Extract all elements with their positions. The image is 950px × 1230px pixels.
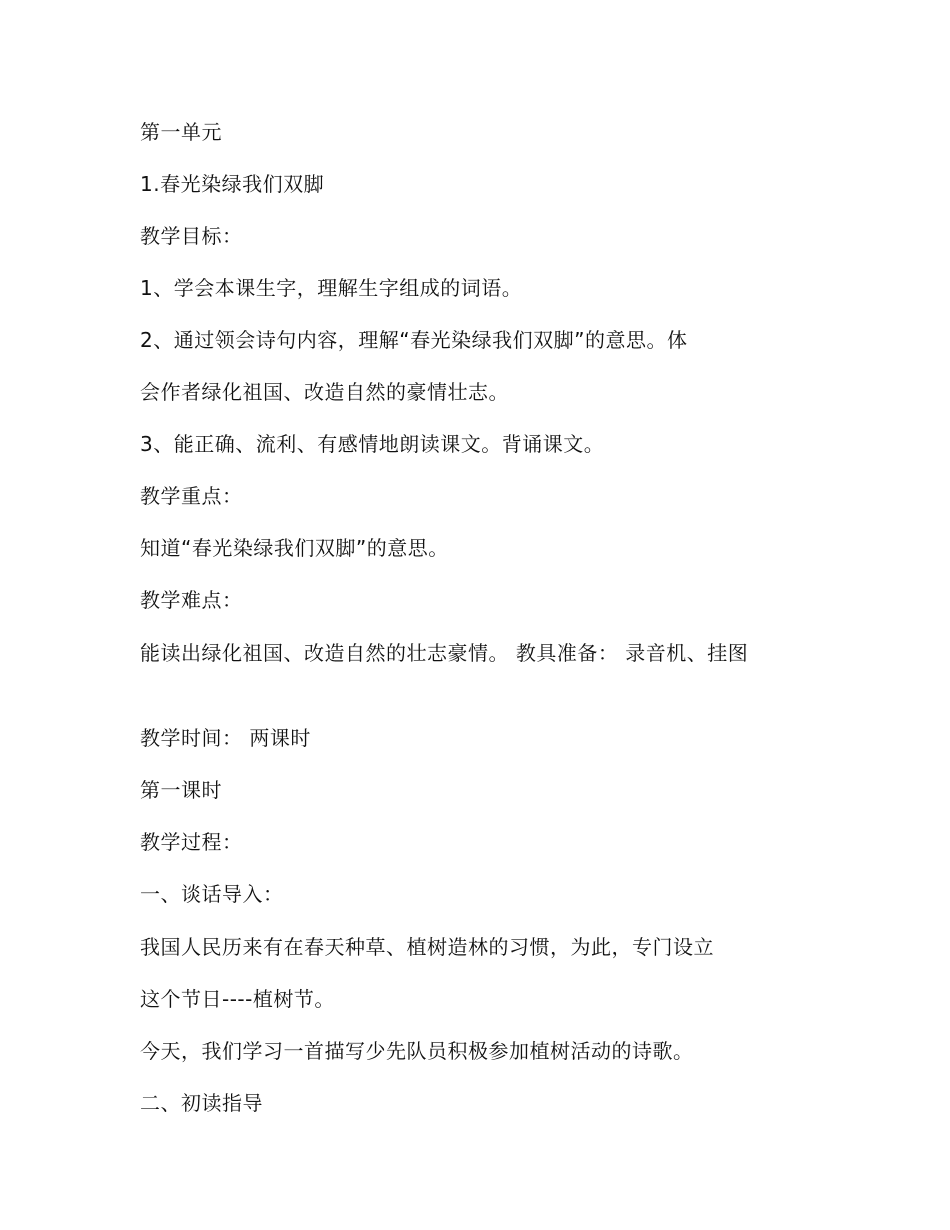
objective-1: 1、学会本课生字，理解生字组成的词语。 [140, 276, 523, 300]
first-lesson-heading: 第一课时 [140, 778, 222, 802]
section-one-heading: 一、谈话导入： [140, 882, 284, 906]
lesson-title: 1.春光染绿我们双脚 [140, 172, 325, 196]
key-points-heading: 教学重点： [140, 484, 243, 508]
teaching-time: 教学时间： 两课时 [140, 726, 311, 750]
today-paragraph: 今天，我们学习一首描写少先队员积极参加植树活动的诗歌。 [140, 1039, 694, 1063]
intro-paragraph-part-2: 这个节日----植树节。 [140, 987, 335, 1011]
unit-heading: 第一单元 [140, 120, 222, 144]
objective-3: 3、能正确、流利、有感情地朗读课文。背诵课文。 [140, 432, 605, 456]
key-point-text: 知道“春光染绿我们双脚”的意思。 [140, 536, 449, 560]
objective-2-part-1: 2、通过领会诗句内容，理解“春光染绿我们双脚”的意思。体 [140, 328, 688, 352]
difficulty-and-tools-text: 能读出绿化祖国、改造自然的壮志豪情。 教具准备： 录音机、挂图 [140, 641, 749, 665]
objective-2-part-2: 会作者绿化祖国、改造自然的豪情壮志。 [140, 380, 509, 404]
intro-paragraph-part-1: 我国人民历来有在春天种草、植树造林的习惯，为此，专门设立 [140, 935, 714, 959]
section-two-heading: 二、初读指导 [140, 1091, 263, 1115]
objectives-heading: 教学目标： [140, 224, 243, 248]
difficulties-heading: 教学难点： [140, 588, 243, 612]
process-heading: 教学过程： [140, 830, 243, 854]
